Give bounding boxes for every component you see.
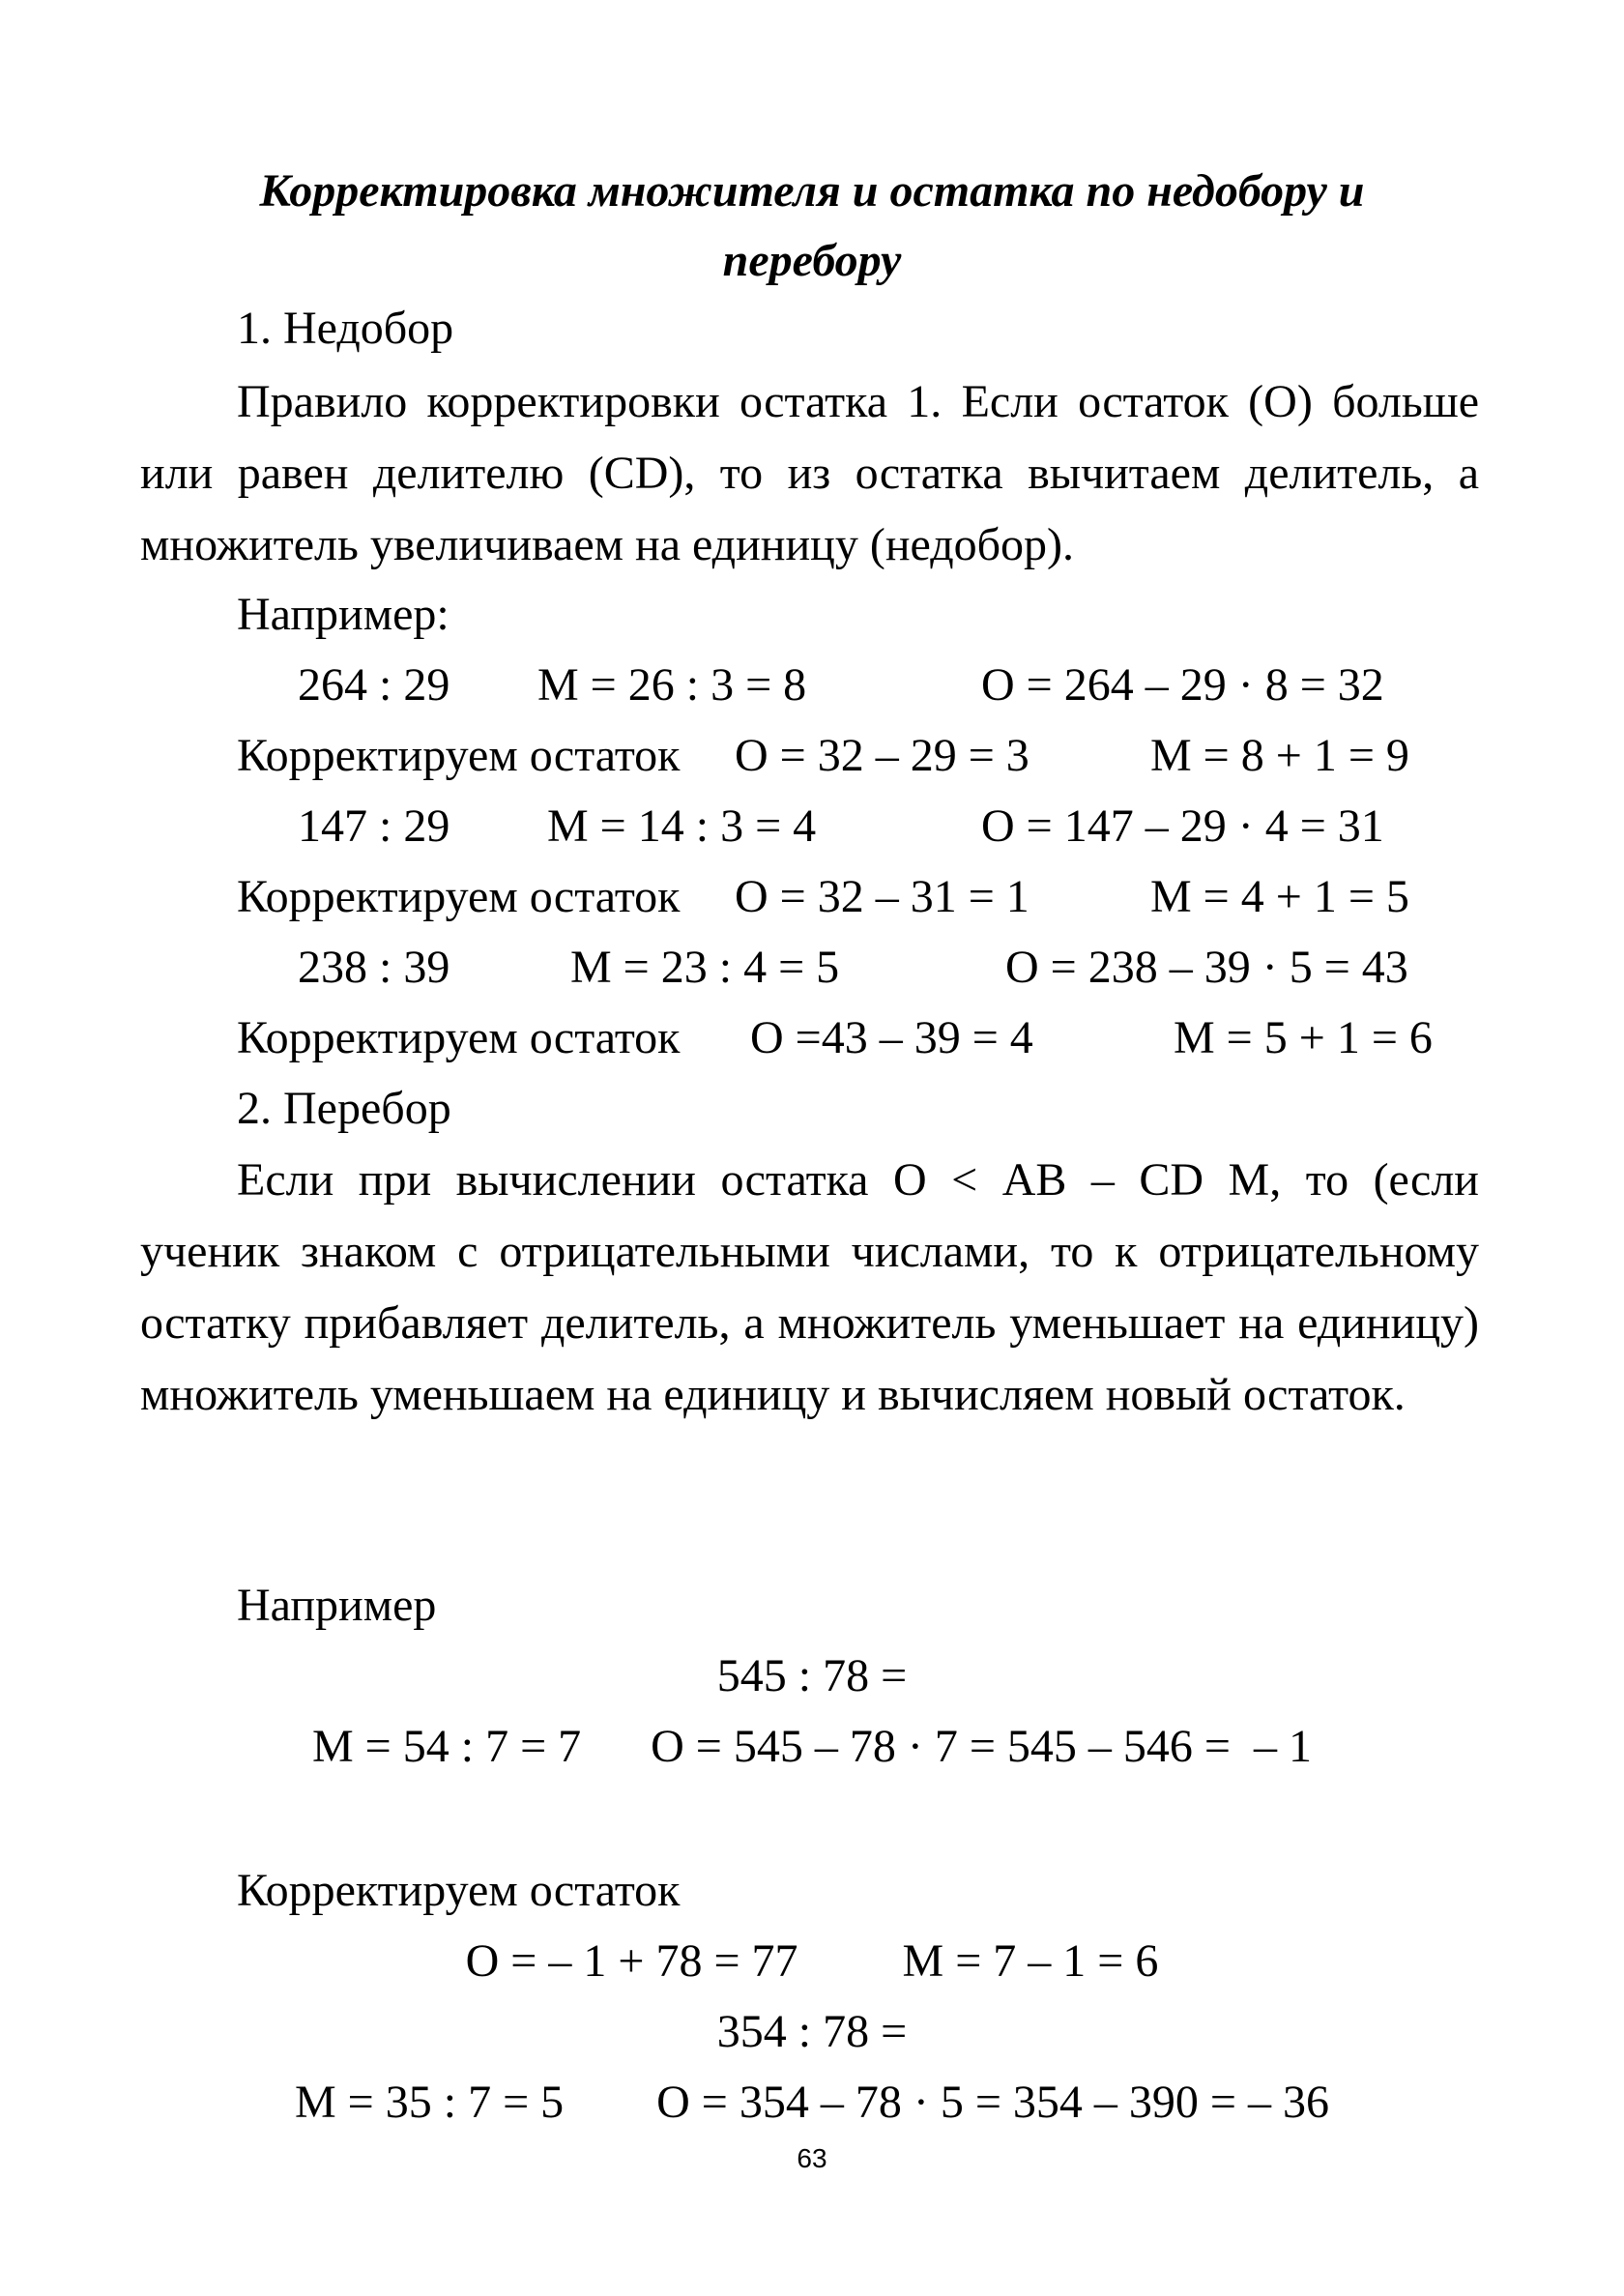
section-heading-overflow: 2. Перебор xyxy=(237,1083,451,1134)
multiplier-expression: М = 23 : 4 = 5 xyxy=(570,942,840,993)
rule-text: Если при вычислении остатка О < АВ – CD М, то (если ученик знаком с отрицательными числами, то к отрицательному остатку прибавляет делитель, а множитель уменьшает на единицу) множитель уменьшаем на единицу и вычисляем новый остаток. xyxy=(140,1154,1479,1420)
rule-paragraph-overflow xyxy=(140,1145,1479,1431)
corrected-remainder: О =43 – 39 = 4 xyxy=(750,1012,1033,1063)
division-expression: 264 : 29 xyxy=(298,659,450,711)
multiplier-expression: М = 14 : 3 = 4 xyxy=(547,800,817,852)
page-title-line-2: перебору xyxy=(722,235,902,286)
page-number: 63 xyxy=(797,2143,827,2173)
correction-row: О = – 1 + 78 = 77 М = 7 – 1 = 6 xyxy=(465,1935,1159,1987)
correction-label: Корректируем остаток xyxy=(237,1012,681,1063)
corrected-remainder: О = 32 – 31 = 1 xyxy=(735,871,1030,922)
correction-label: Корректируем остаток xyxy=(237,871,681,922)
example-label: Например xyxy=(237,1580,437,1631)
example-row xyxy=(0,792,1624,861)
rule-text: Правило корректировки остатка 1. Если остаток (О) больше или равен делителю (CD), то из остатка вычитаем делитель, а множитель увеличиваем на единицу (недобор). xyxy=(140,376,1479,570)
correction-label: Корректируем остаток xyxy=(237,1865,681,1916)
example-row xyxy=(0,933,1624,1003)
multiplier-expression: М = 26 : 3 = 8 xyxy=(537,659,807,711)
correction-row xyxy=(0,721,1624,791)
correction-row xyxy=(0,862,1624,932)
correction-label: Корректируем остаток xyxy=(237,730,681,781)
example-row xyxy=(0,651,1624,720)
example-label: Например: xyxy=(237,589,450,640)
page-title-line-1: Корректировка множителя и остатка по недобору и xyxy=(259,165,1365,217)
division-expression: 545 : 78 = xyxy=(716,1650,908,1701)
division-expression: 238 : 39 xyxy=(298,942,450,993)
division-expression: 147 : 29 xyxy=(298,800,450,852)
corrected-multiplier: М = 5 + 1 = 6 xyxy=(1174,1012,1433,1063)
calculation-row: М = 35 : 7 = 5 О = 354 – 78 · 5 = 354 – 390 = – 36 xyxy=(294,2077,1329,2128)
corrected-remainder: О = 32 – 29 = 3 xyxy=(735,730,1030,781)
remainder-expression: О = 147 – 29 · 4 = 31 xyxy=(981,800,1384,852)
corrected-multiplier: М = 8 + 1 = 9 xyxy=(1150,730,1409,781)
division-expression: 354 : 78 = xyxy=(716,2006,908,2057)
remainder-expression: О = 264 – 29 · 8 = 32 xyxy=(981,659,1384,711)
remainder-expression: О = 238 – 39 · 5 = 43 xyxy=(1005,942,1408,993)
corrected-multiplier: М = 4 + 1 = 5 xyxy=(1150,871,1409,922)
section-heading-underflow: 1. Недобор xyxy=(237,303,454,354)
calculation-row: М = 54 : 7 = 7 О = 545 – 78 · 7 = 545 – 546 = – 1 xyxy=(311,1721,1312,1772)
correction-row xyxy=(0,1003,1624,1073)
rule-paragraph-underflow xyxy=(140,366,1479,581)
